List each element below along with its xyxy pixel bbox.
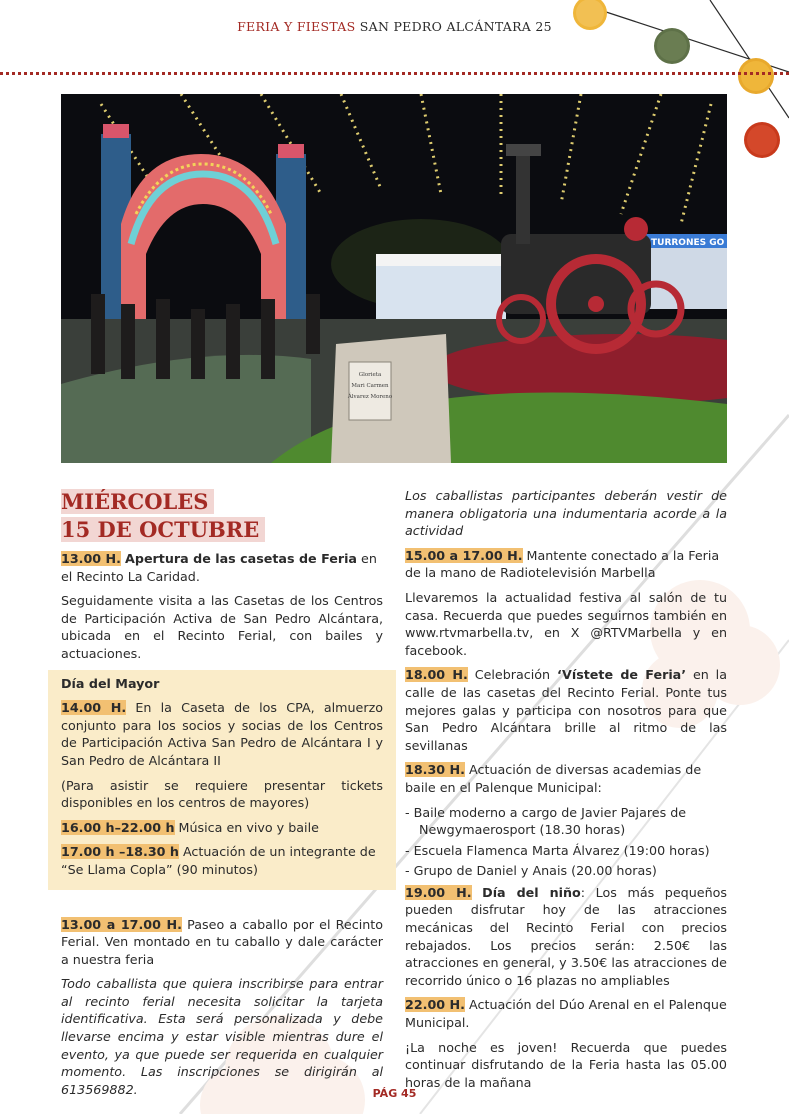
stone-marker [331,334,451,463]
event-vistete: 18.00 H. Celebración ‘Vístete de Feria’ en la calle de las casetas del Recinto Ferial. Ponte tus mejores galas y participa con nosotros para que San Pedro Alcántara brille al ritmo de las sevillanas [405,667,727,753]
header-dotted-rule [0,72,789,75]
marker-line2: Mari Carmen [351,383,389,389]
event-copla: 17.00 h –18.30 h Actuación de un integrante de “Se Llama Copla” (90 minutos) [61,844,376,877]
flower-orange-icon [738,58,774,94]
event-academias: 18.30 H. Actuación de diversas academias de baile en el Palenque Municipal: [405,762,702,795]
event-duo-arenal: 22.00 H. Actuación del Dúo Arenal en el Palenque Municipal. [405,997,727,1031]
box-title: Día del Mayor [61,675,160,691]
fair-night-photo [61,94,727,463]
event-paseo-caballo: 13.00 a 17.00 H. Paseo a caballo por el Recinto Ferial. Ven montado en tu caballo y dale carácter a nuestra feria [61,916,384,967]
marker-line1: Glorieta [358,372,382,378]
event-almuerzo: 14.00 H. En la Caseta de los CPA, almuerzo conjunto para los socios y socias de los Centros de Participación Activa San Pedro de Alcántara I y San Pedro de Alcántara II [61,700,383,768]
left-column [61,488,383,1105]
day-heading-line1: MIÉRCOLES [61,489,214,514]
event-apertura: 13.00 H. Apertura de las casetas de Feria en el Recinto La Caridad. [61,551,377,584]
right-column [405,487,727,1098]
paragraph-noche: ¡La noche es joven! Recuerda que puedes continuar disfrutando de la Feria hasta las 05.00 horas de la mañana [405,1039,727,1090]
event-dia-nino: 19.00 H. Día del niño: Los más pequeños pueden disfrutar hoy de las atracciones mecánicas del Recinto Ferial con precios rebajados. Los precios serán: 2.50€ las atracciones en general, y 3.50€ las atracciones de recorrido único o 16 plazas no ampliables [405,884,727,988]
note-tickets: (Para asistir se requiere presentar tickets disponibles en los centros de mayores) [61,777,383,811]
event-musica: 16.00 h–22.00 h Música en vivo y baile [61,819,319,835]
paragraph-casetas: Seguidamente visita a las Casetas de los Centros de Participación Activa de San Pedro Alcántara, ubicada en el Recinto Ferial, con bailes y actuaciones. [61,593,383,661]
paragraph-indumentaria: Los caballistas participantes deberán vestir de manera obligatoria una indumentaria acorde a la actividad [405,488,727,539]
day-heading-line2: 15 DE OCTUBRE [61,517,265,542]
list-item: - Baile moderno a cargo de Javier Pajares de Newgymaerosport (18.30 horas) [405,804,687,838]
flower-red-icon [744,122,780,158]
paragraph-caballistas: Todo caballista que quiera inscribirse para entrar al recinto ferial necesita solicitar la tarjeta identificativa. Esta será personalizada y debe llevarse encima y estar visible mientras dure el evento, ya que puede ser requerida en cualquier momento. Las inscripciones se dirigirán al 613569882. [61,976,383,1097]
header-rest: SAN PEDRO ALCÁNTARA 25 [359,19,552,34]
header-accent: FERIA Y FIESTAS [237,19,356,34]
day-heading [61,488,383,544]
running-header [0,19,789,34]
marker-line3: Álvarez Moreno [347,394,393,400]
event-radiotelevision: 15.00 a 17.00 H. Mantente conectado a la Feria de la mano de Radiotelevisión Marbella [405,547,720,581]
booth-sign: TURRONES GO [651,238,725,248]
list-item: - Escuela Flamenca Marta Álvarez (19:00 horas) [405,842,710,858]
page-number: PÁG 45 [372,1087,417,1100]
academias-list [405,804,727,880]
dia-del-mayor-box [48,670,396,890]
list-item: - Grupo de Daniel y Anais (20.00 horas) [405,863,657,879]
paragraph-rtv: Llevaremos la actualidad festiva al salón de tu casa. Recuerda que puedes seguirnos también en www.rtvmarbella.tv, en X @RTVMarbella y en facebook. [405,589,727,658]
